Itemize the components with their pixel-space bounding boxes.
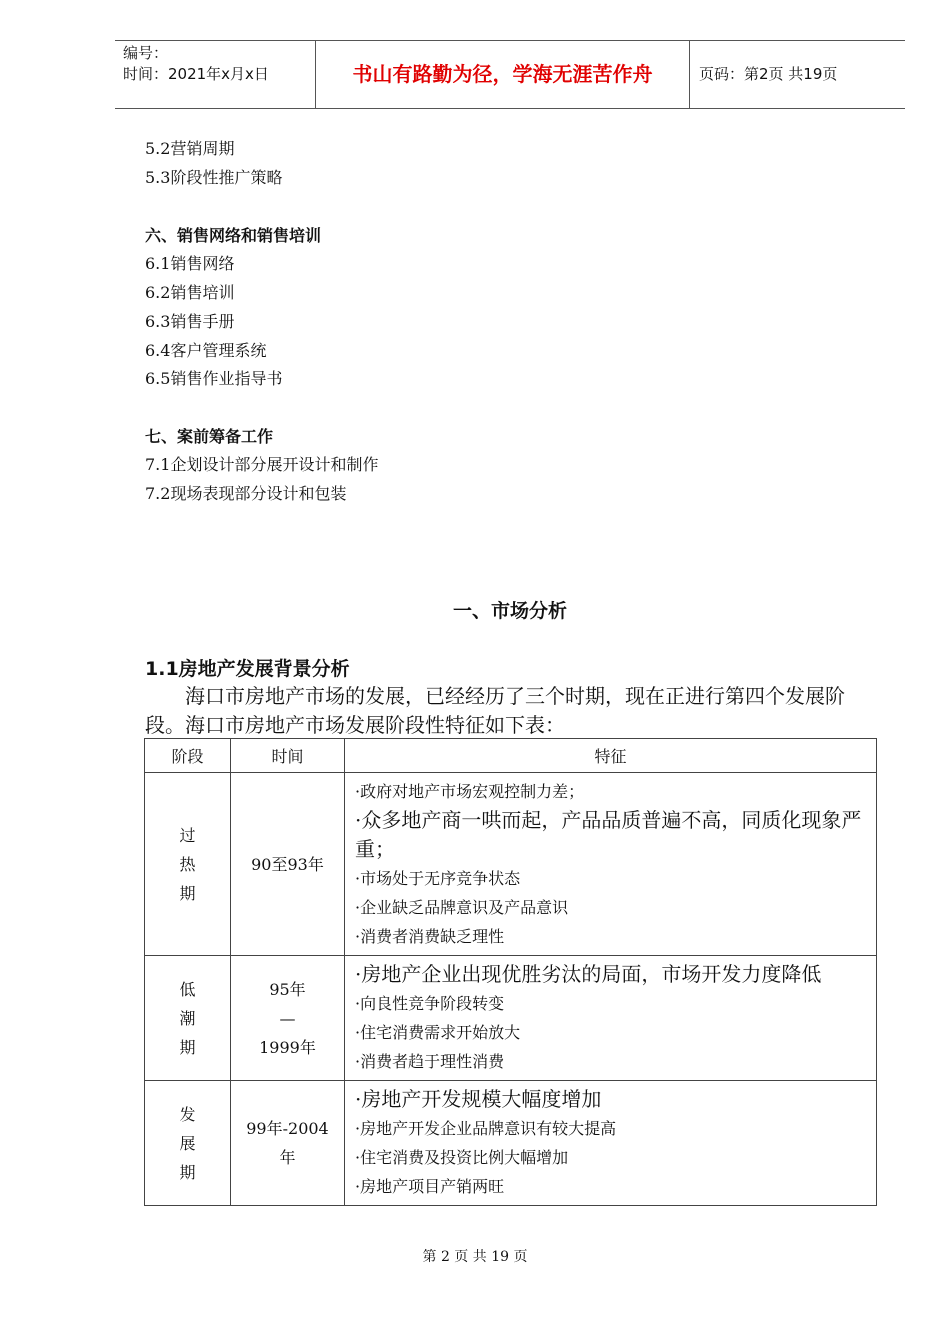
feature-item: ·政府对地产市场宏观控制力差； — [355, 782, 585, 801]
time-cell — [231, 956, 345, 1081]
stage-char: 展 — [179, 1133, 196, 1153]
stage-char: 潮 — [179, 1008, 196, 1028]
stage-char: 发 — [179, 1104, 196, 1124]
header-cell: 阶段 — [145, 739, 231, 773]
feature-item: ·市场处于无序竞争状态 — [355, 869, 521, 888]
toc-item: 7.1企划设计部分展开设计和制作 — [145, 455, 379, 474]
feature-cell — [345, 956, 877, 1081]
time-line: 1999年 — [259, 1037, 316, 1057]
header-cell: 特征 — [345, 739, 877, 773]
stage-char: 期 — [179, 1162, 196, 1182]
stage-cell — [145, 1081, 231, 1206]
time-line: 年 — [279, 1148, 296, 1167]
stage-cell — [145, 956, 231, 1081]
section-title: 一、市场分析 — [452, 600, 567, 622]
toc-item: 6.5销售作业指导书 — [145, 369, 283, 388]
table-row — [145, 956, 877, 1081]
stage-char: 过 — [179, 825, 196, 845]
feature-cell — [345, 1081, 877, 1206]
feature-item: ·消费者消费缺乏理性 — [355, 927, 505, 946]
intro-paragraph: 海口市房地产市场的发展，已经经历了三个时期，现在正进行第四个发展阶段。海口市房地产市场发展阶段性特征如下表： — [145, 684, 845, 737]
feature-cell — [345, 773, 877, 956]
time-line: 99年-2004 — [246, 1119, 329, 1138]
feature-item: ·房地产开发企业品牌意识有较大提高 — [355, 1119, 617, 1138]
table-row — [145, 1081, 877, 1206]
phase-table — [144, 738, 877, 1206]
stage-cell — [145, 773, 231, 956]
stage-char: 期 — [179, 883, 196, 903]
time-label: 时间：2021年x月x日 — [123, 65, 269, 83]
stage-char: 低 — [179, 979, 196, 999]
table-header-row — [145, 739, 877, 773]
feature-item: ·房地产开发规模大幅度增加 — [355, 1087, 602, 1111]
feature-item: ·消费者趋于理性消费 — [355, 1052, 505, 1071]
time-line: 95年 — [269, 979, 306, 999]
page-header — [115, 40, 905, 109]
toc-item: 5.3阶段性推广策略 — [145, 168, 283, 187]
number-label: 编号： — [123, 44, 169, 62]
feature-item: ·房地产企业出现优胜劣汰的局面，市场开发力度降低 — [355, 962, 822, 986]
time-cell — [231, 773, 345, 956]
header-meta — [123, 43, 269, 85]
toc-item: 6.2销售培训 — [145, 283, 235, 302]
time-cell — [231, 1081, 345, 1206]
feature-item: ·企业缺乏品牌意识及产品意识 — [355, 898, 569, 917]
toc-item: 7.2现场表现部分设计和包装 — [145, 484, 347, 503]
page-footer: 第 2 页 共 19 页 — [422, 1249, 528, 1265]
feature-item: ·房地产项目产销两旺 — [355, 1177, 505, 1196]
toc-item: 6.1销售网络 — [145, 254, 235, 273]
toc-section-heading: 六、销售网络和销售培训 — [145, 226, 322, 245]
feature-item: ·住宅消费及投资比例大幅增加 — [355, 1148, 569, 1167]
stage-char: 热 — [179, 854, 196, 874]
feature-item: ·住宅消费需求开始放大 — [355, 1023, 521, 1042]
feature-item: ·向良性竞争阶段转变 — [355, 994, 505, 1013]
header-divider — [689, 41, 690, 108]
toc-item: 5.2营销周期 — [145, 139, 235, 158]
time-line: — — [279, 1008, 296, 1028]
time-line: 90至93年 — [251, 854, 324, 874]
toc-item: 6.3销售手册 — [145, 312, 235, 331]
toc-section-heading: 七、案前筹备工作 — [145, 427, 274, 446]
toc-item: 6.4客户管理系统 — [145, 341, 267, 360]
table-row — [145, 773, 877, 956]
header-slogan: 书山有路勤为径，学海无涯苦作舟 — [352, 62, 653, 86]
subsection-title: 1.1房地产发展背景分析 — [145, 658, 350, 680]
header-cell: 时间 — [231, 739, 345, 773]
feature-item: ·众多地产商一哄而起，产品品质普遍不高，同质化现象严重； — [355, 808, 862, 861]
header-page-label: 页码：第2页 共19页 — [699, 65, 838, 83]
stage-char: 期 — [179, 1037, 196, 1057]
